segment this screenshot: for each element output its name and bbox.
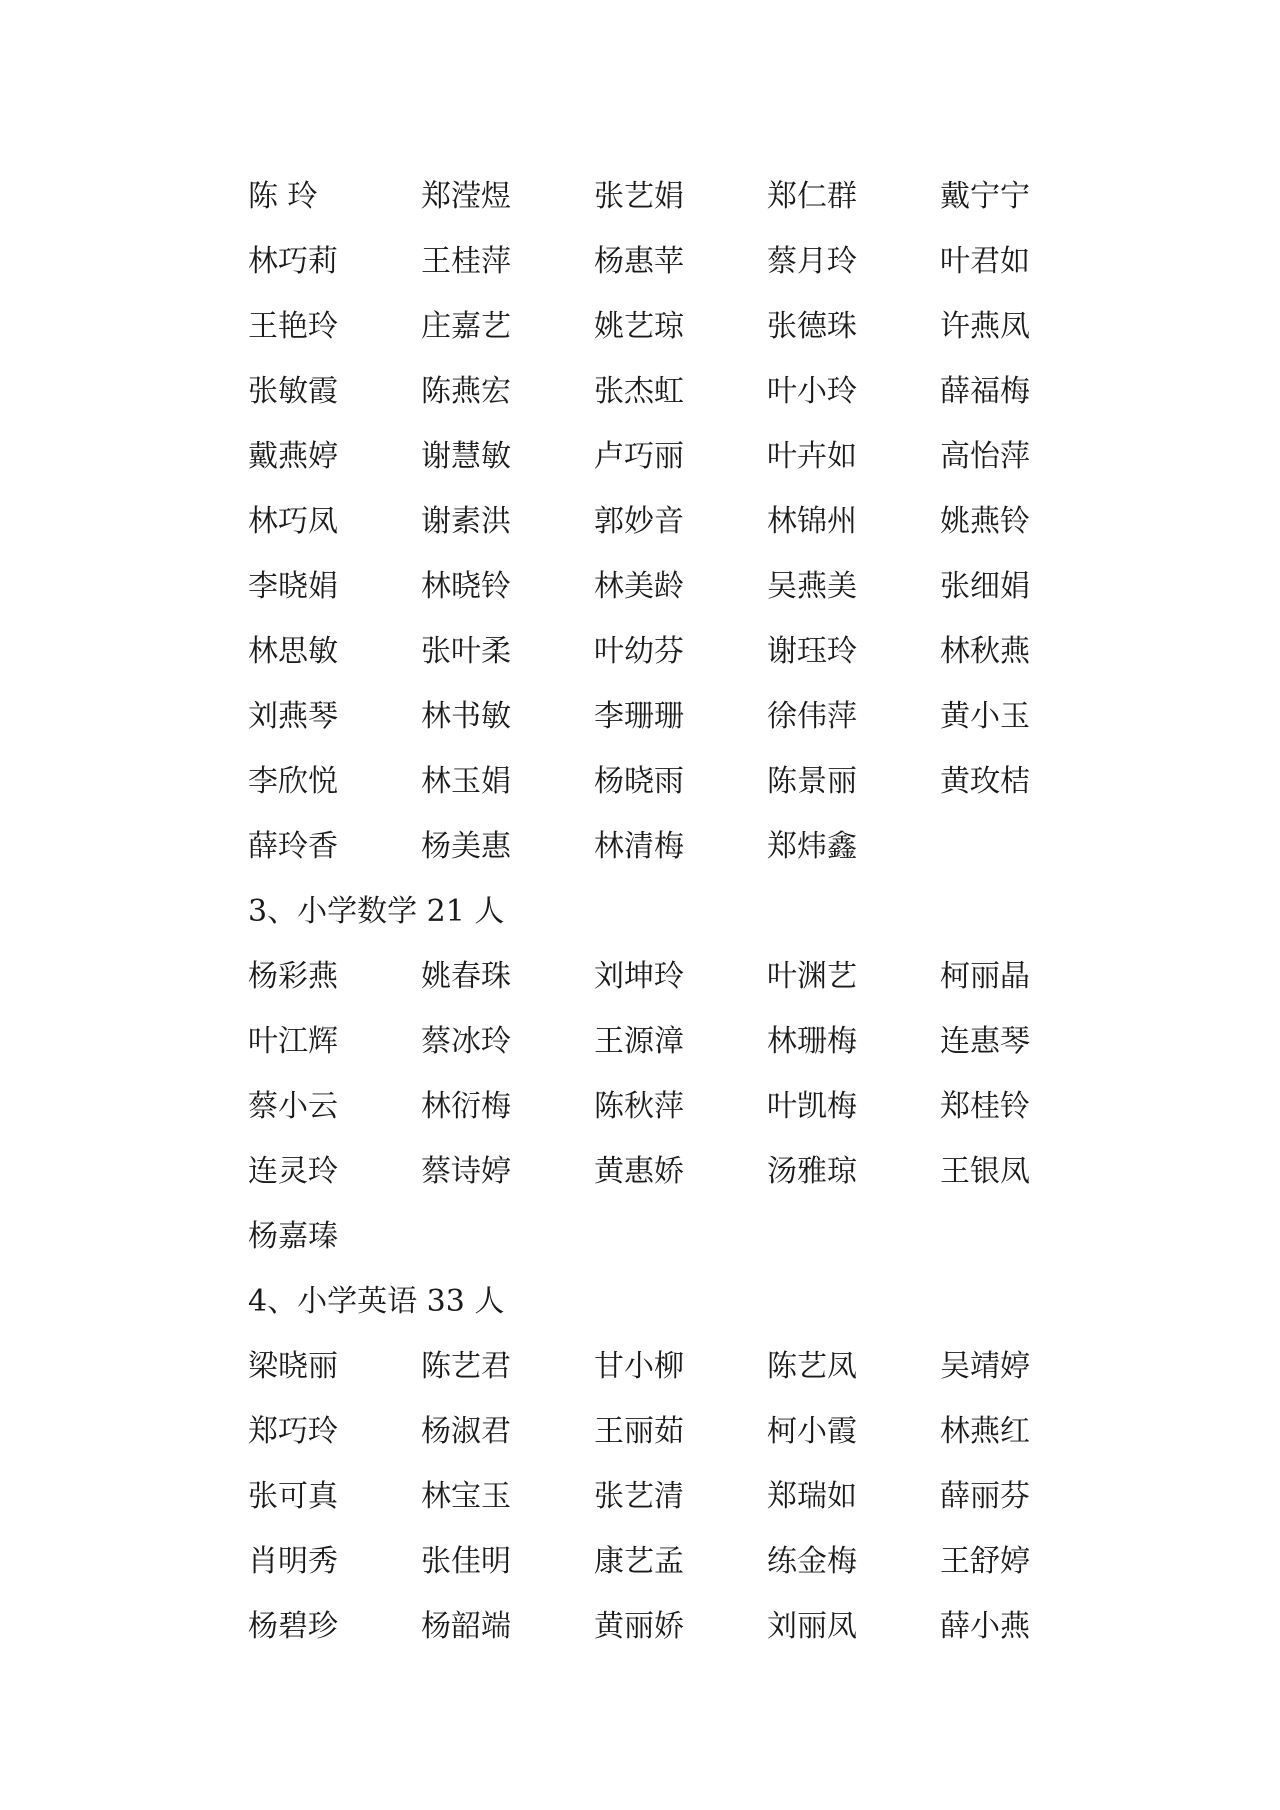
- person-name: 甘小柳: [594, 1348, 684, 1384]
- person-name: 杨惠苹: [594, 243, 684, 279]
- person-name: 林宝玉: [421, 1478, 511, 1514]
- person-name: 张杰虹: [594, 373, 684, 409]
- person-name: 陈秋萍: [594, 1088, 684, 1124]
- person-name: 黄小玉: [940, 698, 1030, 734]
- person-name: 王舒婷: [940, 1543, 1030, 1579]
- person-name: 王桂萍: [421, 243, 511, 279]
- person-name: 郑滢煜: [421, 178, 511, 214]
- person-name: 杨韶端: [421, 1608, 511, 1644]
- person-name: 林巧凤: [248, 503, 338, 539]
- name-row: [248, 554, 1148, 619]
- person-name: 庄嘉艺: [421, 308, 511, 344]
- person-name: 林美龄: [594, 568, 684, 604]
- person-name: 杨嘉瑧: [248, 1218, 338, 1254]
- person-name: 叶小玲: [767, 373, 857, 409]
- name-row: [248, 619, 1148, 684]
- person-name: 郑桂铃: [940, 1088, 1030, 1124]
- person-name: 黄玫桔: [940, 763, 1030, 799]
- person-name: 肖明秀: [248, 1543, 338, 1579]
- person-name: 薛小燕: [940, 1608, 1030, 1644]
- person-name: 刘丽凤: [767, 1608, 857, 1644]
- name-row: [248, 229, 1148, 294]
- person-name: 陈艺君: [421, 1348, 511, 1384]
- person-name: 黄丽娇: [594, 1608, 684, 1644]
- name-row: [248, 1139, 1148, 1204]
- person-name: 戴宁宁: [940, 178, 1030, 214]
- person-name: 康艺孟: [594, 1543, 684, 1579]
- section-heading: 4、小学英语 33 人: [248, 1283, 505, 1319]
- section-heading: 3、小学数学 21 人: [248, 893, 505, 929]
- name-row: [248, 684, 1148, 749]
- person-name: 李晓娟: [248, 568, 338, 604]
- name-row: [248, 1334, 1148, 1399]
- person-name: 李欣悦: [248, 763, 338, 799]
- person-name: 郑瑞如: [767, 1478, 857, 1514]
- person-name: 戴燕婷: [248, 438, 338, 474]
- person-name: 张敏霞: [248, 373, 338, 409]
- name-row: [248, 1074, 1148, 1139]
- person-name: 卢巧丽: [594, 438, 684, 474]
- name-row: [248, 164, 1148, 229]
- name-row: [248, 424, 1148, 489]
- person-name: 许燕凤: [940, 308, 1030, 344]
- person-name: 杨碧珍: [248, 1608, 338, 1644]
- person-name: 张艺娟: [594, 178, 684, 214]
- person-name: 陈艺凤: [767, 1348, 857, 1384]
- name-list: [248, 164, 1148, 1659]
- person-name: 张细娟: [940, 568, 1030, 604]
- person-name: 谢素洪: [421, 503, 511, 539]
- person-name: 柯丽晶: [940, 958, 1030, 994]
- person-name: 谢珏玲: [767, 633, 857, 669]
- person-name: 林燕红: [940, 1413, 1030, 1449]
- person-name: 叶卉如: [767, 438, 857, 474]
- person-name: 刘坤玲: [594, 958, 684, 994]
- person-name: 林晓铃: [421, 568, 511, 604]
- person-name: 杨美惠: [421, 828, 511, 864]
- person-name: 郑炜鑫: [767, 828, 857, 864]
- person-name: 汤雅琼: [767, 1153, 857, 1189]
- name-row: [248, 294, 1148, 359]
- person-name: 王源漳: [594, 1023, 684, 1059]
- person-name: 张德珠: [767, 308, 857, 344]
- person-name: 林思敏: [248, 633, 338, 669]
- name-row: [248, 1594, 1148, 1659]
- name-row: [248, 749, 1148, 814]
- person-name: 姚春珠: [421, 958, 511, 994]
- person-name: 柯小霞: [767, 1413, 857, 1449]
- person-name: 蔡小云: [248, 1088, 338, 1124]
- person-name: 杨彩燕: [248, 958, 338, 994]
- person-name: 郑仁群: [767, 178, 857, 214]
- person-name: 林玉娟: [421, 763, 511, 799]
- person-name: 陈燕宏: [421, 373, 511, 409]
- person-name: 连惠琴: [940, 1023, 1030, 1059]
- person-name: 王艳玲: [248, 308, 338, 344]
- person-name: 蔡冰玲: [421, 1023, 511, 1059]
- person-name: 林巧莉: [248, 243, 338, 279]
- person-name: 薛玲香: [248, 828, 338, 864]
- person-name: 林清梅: [594, 828, 684, 864]
- person-name: 连灵玲: [248, 1153, 338, 1189]
- person-name: 王银凤: [940, 1153, 1030, 1189]
- person-name: 林锦州: [767, 503, 857, 539]
- person-name: 姚燕铃: [940, 503, 1030, 539]
- person-name: 林衍梅: [421, 1088, 511, 1124]
- person-name: 高怡萍: [940, 438, 1030, 474]
- person-name: 王丽茹: [594, 1413, 684, 1449]
- name-row: [248, 489, 1148, 554]
- person-name: 叶渊艺: [767, 958, 857, 994]
- person-name: 林秋燕: [940, 633, 1030, 669]
- person-name: 林珊梅: [767, 1023, 857, 1059]
- person-name: 黄惠娇: [594, 1153, 684, 1189]
- person-name: 梁晓丽: [248, 1348, 338, 1384]
- person-name: 叶江辉: [248, 1023, 338, 1059]
- person-name: 李珊珊: [594, 698, 684, 734]
- name-row: [248, 1529, 1148, 1594]
- person-name: 郭妙音: [594, 503, 684, 539]
- person-name: 叶幼芬: [594, 633, 684, 669]
- person-name: 杨淑君: [421, 1413, 511, 1449]
- name-row: [248, 1204, 1148, 1269]
- person-name: 张艺清: [594, 1478, 684, 1514]
- person-name: 姚艺琼: [594, 308, 684, 344]
- person-name: 陈景丽: [767, 763, 857, 799]
- person-name: 张叶柔: [421, 633, 511, 669]
- person-name: 叶凯梅: [767, 1088, 857, 1124]
- person-name: 薛丽芬: [940, 1478, 1030, 1514]
- person-name: 吴靖婷: [940, 1348, 1030, 1384]
- person-name: 徐伟萍: [767, 698, 857, 734]
- person-name: 张可真: [248, 1478, 338, 1514]
- person-name: 练金梅: [767, 1543, 857, 1579]
- person-name: 谢慧敏: [421, 438, 511, 474]
- person-name: 杨晓雨: [594, 763, 684, 799]
- person-name: 叶君如: [940, 243, 1030, 279]
- person-name: 陈 玲: [248, 178, 318, 214]
- person-name: 郑巧玲: [248, 1413, 338, 1449]
- person-name: 刘燕琴: [248, 698, 338, 734]
- name-row: [248, 814, 1148, 879]
- name-row: [248, 1464, 1148, 1529]
- name-row: [248, 944, 1148, 1009]
- person-name: 薛福梅: [940, 373, 1030, 409]
- person-name: 蔡诗婷: [421, 1153, 511, 1189]
- person-name: 吴燕美: [767, 568, 857, 604]
- name-row: [248, 1399, 1148, 1464]
- person-name: 林书敏: [421, 698, 511, 734]
- person-name: 蔡月玲: [767, 243, 857, 279]
- name-row: [248, 1009, 1148, 1074]
- name-row: [248, 359, 1148, 424]
- person-name: 张佳明: [421, 1543, 511, 1579]
